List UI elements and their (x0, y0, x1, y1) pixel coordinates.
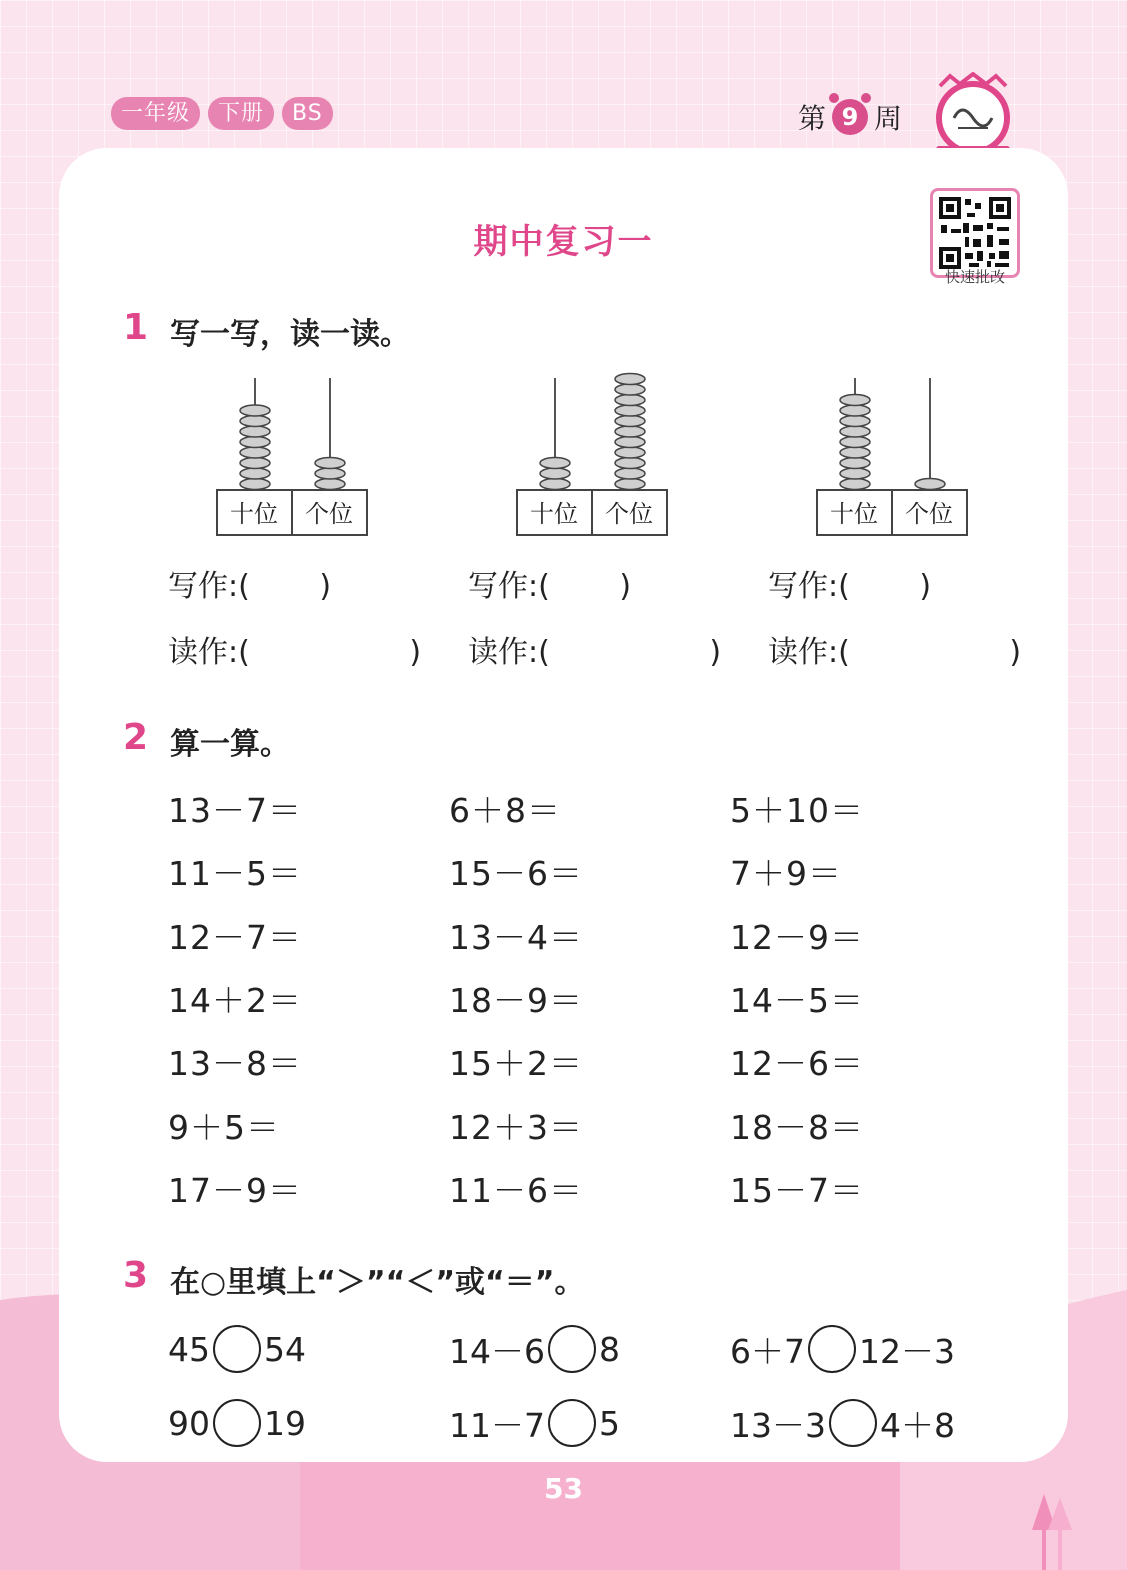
abacus-bead (540, 458, 570, 469)
abacus-bead (615, 374, 645, 385)
tens-beads (240, 405, 270, 490)
abacus-bead (315, 468, 345, 479)
compare-answer-circle[interactable] (213, 1399, 261, 1447)
grade-tag: 一年级 (111, 97, 200, 130)
page-number: 53 (544, 1472, 583, 1505)
compare-left: 90 (168, 1403, 210, 1443)
abacus-bead (240, 416, 270, 427)
abacus-bead (240, 426, 270, 437)
compare-right: 4＋8 (880, 1405, 955, 1445)
section-3-number: 3 (123, 1255, 149, 1296)
calc-problem[interactable]: 11－6＝ (449, 1171, 583, 1210)
tens-place-label: 十位 (230, 500, 278, 528)
ones-beads (915, 479, 945, 490)
abacus-bead (615, 437, 645, 448)
compare-item (730, 1325, 955, 1373)
calc-problem[interactable]: 5＋10＝ (730, 791, 864, 830)
abacus-1 (193, 372, 393, 542)
calc-problem[interactable]: 12－9＝ (730, 918, 864, 957)
tens-place-label: 十位 (830, 500, 878, 528)
ones-place-label: 个位 (905, 500, 953, 528)
abacus-bead (615, 426, 645, 437)
read-answer-3[interactable]: 读作:( ) (768, 635, 1022, 670)
week-prefix: 第 (798, 102, 827, 135)
abacus-bead (240, 479, 270, 490)
compare-right: 5 (599, 1403, 620, 1443)
write-answer-2[interactable]: 写作:( ) (468, 569, 632, 604)
section-1-heading: 写一写，读一读。 (170, 317, 410, 352)
abacus-bead (840, 479, 870, 490)
arrow-decoration-icon (1028, 1490, 1076, 1570)
read-answer-1[interactable]: 读作:( ) (168, 635, 422, 670)
abacus-bead (240, 447, 270, 458)
abacus-bead (615, 384, 645, 395)
volume-tag: 下册 (208, 97, 274, 130)
abacus-bead (840, 405, 870, 416)
brand-logo-icon (932, 72, 1014, 160)
abacus-bead (615, 447, 645, 458)
compare-right: 19 (264, 1403, 306, 1443)
compare-right: 54 (264, 1329, 306, 1369)
abacus-bead (615, 405, 645, 416)
tens-beads (540, 458, 570, 490)
tens-beads (840, 395, 870, 490)
calc-problem[interactable]: 15＋2＝ (449, 1044, 583, 1083)
qr-label: 快速批改 (944, 268, 1005, 286)
grade-tags (111, 97, 333, 130)
calc-problem[interactable]: 7＋9＝ (730, 854, 842, 893)
calc-problem[interactable]: 6＋8＝ (449, 791, 561, 830)
abacus-bead (540, 479, 570, 490)
calc-problem[interactable]: 14＋2＝ (168, 981, 302, 1020)
week-indicator (798, 97, 902, 137)
abacus-bead (840, 426, 870, 437)
abacus-bead (240, 458, 270, 469)
calc-problem[interactable]: 14－5＝ (730, 981, 864, 1020)
abacus-bead (615, 468, 645, 479)
section-2-heading: 算一算。 (170, 727, 290, 762)
abacus-bead (615, 416, 645, 427)
abacus-bead (840, 437, 870, 448)
compare-item (449, 1325, 620, 1373)
abacus-2 (493, 372, 693, 542)
abacus-bead (315, 458, 345, 469)
abacus-bead (615, 458, 645, 469)
calc-problem[interactable]: 13－7＝ (168, 791, 302, 830)
calc-problem[interactable]: 18－8＝ (730, 1108, 864, 1147)
abacus-bead (240, 405, 270, 416)
compare-item (449, 1399, 620, 1447)
compare-left: 45 (168, 1329, 210, 1369)
compare-answer-circle[interactable] (808, 1325, 856, 1373)
read-answer-2[interactable]: 读作:( ) (468, 635, 722, 670)
abacus-bead (615, 479, 645, 490)
page-title: 期中复习一 (473, 222, 654, 262)
compare-left: 11－7 (449, 1405, 545, 1445)
ones-beads (315, 458, 345, 490)
compare-right: 12－3 (859, 1331, 955, 1371)
write-answer-1[interactable]: 写作:( ) (168, 569, 332, 604)
abacus-bead (315, 479, 345, 490)
abacus-bead (240, 468, 270, 479)
abacus-bead (840, 458, 870, 469)
abacus-bead (840, 395, 870, 406)
calc-problem[interactable]: 13－8＝ (168, 1044, 302, 1083)
tens-place-label: 十位 (530, 500, 578, 528)
calc-problem[interactable]: 15－6＝ (449, 854, 583, 893)
section-3-heading: 在○里填上“＞”“＜”或“＝”。 (170, 1265, 585, 1300)
section-1-number: 1 (123, 307, 149, 348)
calc-problem[interactable]: 13－4＝ (449, 918, 583, 957)
compare-answer-circle[interactable] (548, 1325, 596, 1373)
week-suffix: 周 (874, 102, 903, 135)
calc-problem[interactable]: 11－5＝ (168, 854, 302, 893)
abacus-bead (615, 395, 645, 406)
section-2-number: 2 (123, 717, 149, 758)
calc-problem[interactable]: 12＋3＝ (449, 1108, 583, 1147)
compare-right: 8 (599, 1329, 620, 1369)
calc-problem[interactable]: 17－9＝ (168, 1171, 302, 1210)
calc-problem[interactable]: 15－7＝ (730, 1171, 864, 1210)
write-answer-3[interactable]: 写作:( ) (768, 569, 932, 604)
abacus-bead (840, 468, 870, 479)
week-number: 9 (841, 103, 859, 131)
calc-problem[interactable]: 12－7＝ (168, 918, 302, 957)
ones-beads (615, 374, 645, 490)
calc-problem[interactable]: 9＋5＝ (168, 1108, 280, 1147)
calc-problem[interactable]: 12－6＝ (730, 1044, 864, 1083)
compare-left: 6＋7 (730, 1331, 805, 1371)
calc-problem[interactable]: 18－9＝ (449, 981, 583, 1020)
abacus-3 (793, 372, 993, 542)
compare-item (168, 1399, 306, 1447)
ones-place-label: 个位 (605, 500, 653, 528)
compare-left: 13－3 (730, 1405, 826, 1445)
abacus-bead (540, 468, 570, 479)
compare-answer-circle[interactable] (829, 1399, 877, 1447)
abacus-bead (840, 416, 870, 427)
compare-left: 14－6 (449, 1331, 545, 1371)
alarm-clock-icon (832, 99, 868, 135)
compare-item (168, 1325, 306, 1373)
compare-item (730, 1399, 955, 1447)
abacus-bead (240, 437, 270, 448)
compare-answer-circle[interactable] (548, 1399, 596, 1447)
abacus-bead (915, 479, 945, 490)
abacus-bead (840, 447, 870, 458)
edition-tag: BS (282, 97, 333, 130)
ones-place-label: 个位 (305, 500, 353, 528)
compare-answer-circle[interactable] (213, 1325, 261, 1373)
